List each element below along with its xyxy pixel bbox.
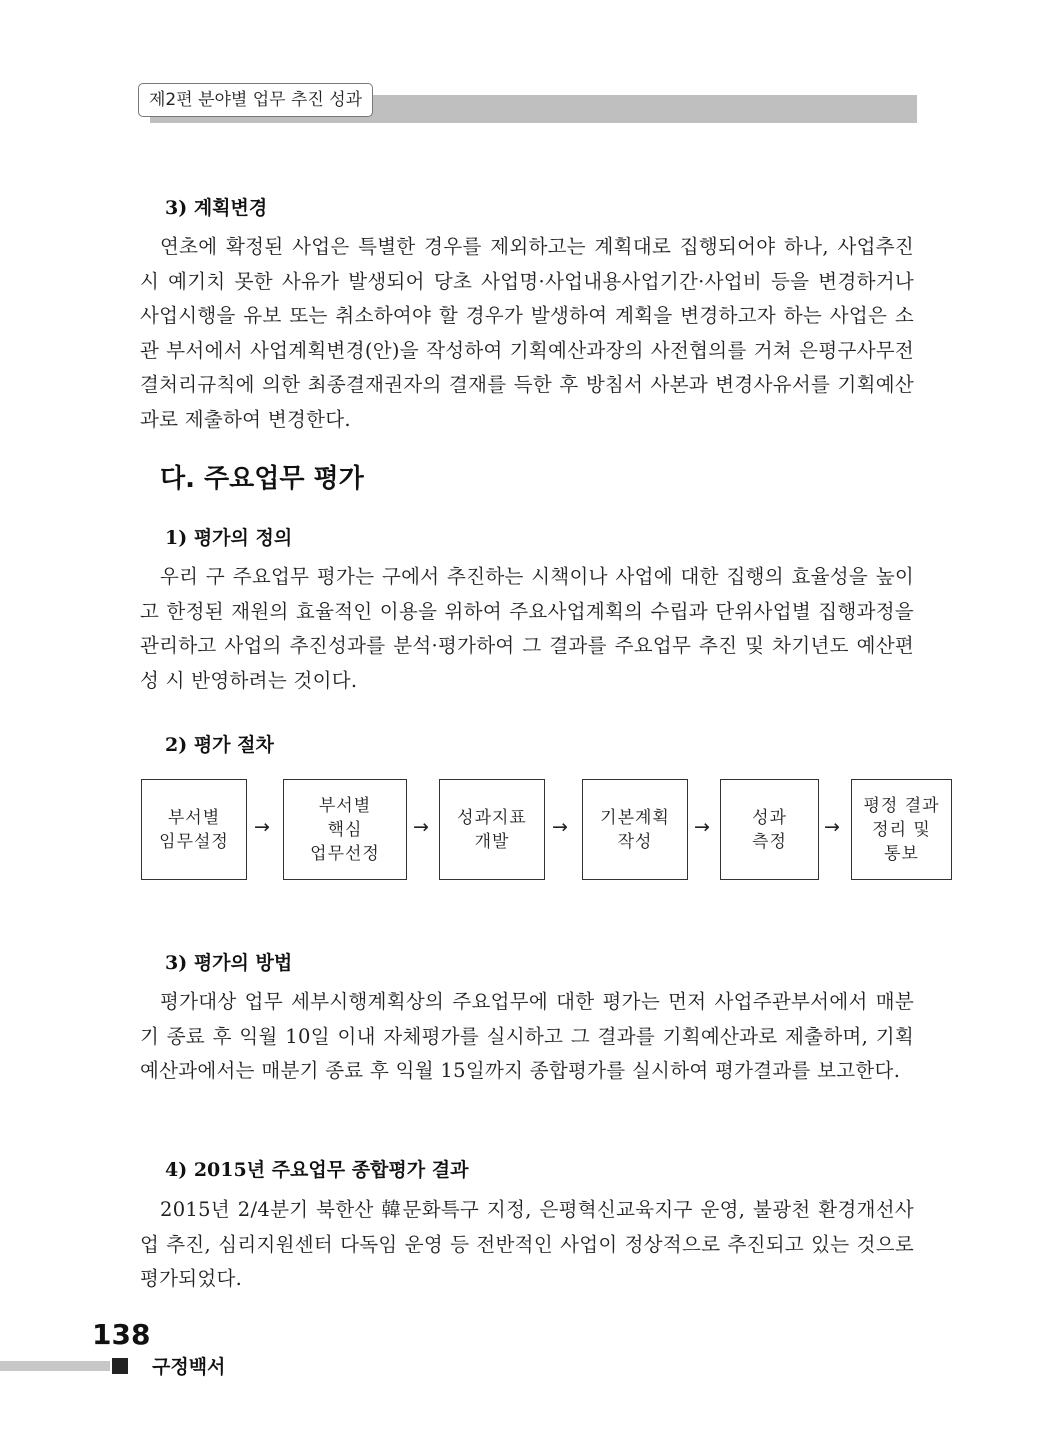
chapter-label: 제2편 분야별 업무 추진 성과 [138,83,373,117]
procedure-arrow-5: → [824,816,840,838]
method-heading: 3) 평가의 방법 [165,952,293,974]
definition-heading: 1) 평가의 정의 [165,527,293,549]
plan-change-paragraph: 연초에 확정된 사업은 특별한 경우를 제외하고는 계획대로 집행되어야 하나, 사업추진 시 예기치 못한 사유가 발생되어 당초 사업명·사업내용사업기간·사업비 등을 변경하거나 사업시행을 유보 또는 취소하여야 할 경우가 발생하여 계획을 변경하고자 하는 사업은 소관 부서에서 사업계획변경(안)을 작성하여 기획예산과장의 사전협의를 거쳐 은평구사무전결처리규칙에 의한 최종결재권자의 결재를 득한 후 방침서 사본과 변경사유서를 기획예산과로 제출하여 변경한다. [140,235,914,431]
procedure-arrow-1: → [254,816,270,838]
procedure-step-6: 평정 결과 정리 및 통보 [851,779,952,880]
procedure-arrow-2: → [413,816,429,838]
procedure-heading: 2) 평가 절차 [165,734,274,756]
procedure-step-1: 부서별 임무설정 [141,779,247,880]
definition-paragraph: 우리 구 주요업무 평가는 구에서 추진하는 시책이나 사업에 대한 집행의 효율성을 높이고 한정된 재원의 효율적인 이용을 위하여 주요사업계획의 수립과 단위사업별 집행과정을 관리하고 사업의 추진성과를 분석·평가하여 그 결과를 주요업무 추진 및 차기년도 예산편성 시 반영하려는 것이다. [140,565,914,692]
procedure-arrow-4: → [694,816,710,838]
result-paragraph: 2015년 2/4분기 북한산 韓문화특구 지정, 은평혁신교육지구 운영, 불광천 환경개선사업 추진, 심리지원센터 다독임 운영 등 전반적인 사업이 정상적으로 추진되고 있는 것으로 평가되었다. [140,1198,914,1290]
plan-change-heading: 3) 계획변경 [165,197,268,219]
procedure-step-2: 부서별 핵심 업무선정 [283,779,407,880]
section-title: 다. 주요업무 평가 [160,464,364,494]
page-number: 138 [92,1318,151,1351]
footer-square-icon [112,1358,128,1374]
procedure-step-4: 기본계획 작성 [582,779,688,880]
procedure-step-3: 성과지표 개발 [439,779,545,880]
method-paragraph: 평가대상 업무 세부시행계획상의 주요업무에 대한 평가는 먼저 사업주관부서에서 매분기 종료 후 익월 10일 이내 자체평가를 실시하고 그 결과를 기획예산과로 제출하며, 기획예산과에서는 매분기 종료 후 익월 15일까지 종합평가를 실시하여 평가결과를 보고한다. [140,990,914,1082]
procedure-arrow-3: → [552,816,568,838]
procedure-step-5: 성과 측정 [720,779,819,880]
book-title: 구정백서 [152,1356,226,1378]
result-heading: 4) 2015년 주요업무 종합평가 결과 [165,1159,469,1181]
footer-bar [0,1361,110,1371]
